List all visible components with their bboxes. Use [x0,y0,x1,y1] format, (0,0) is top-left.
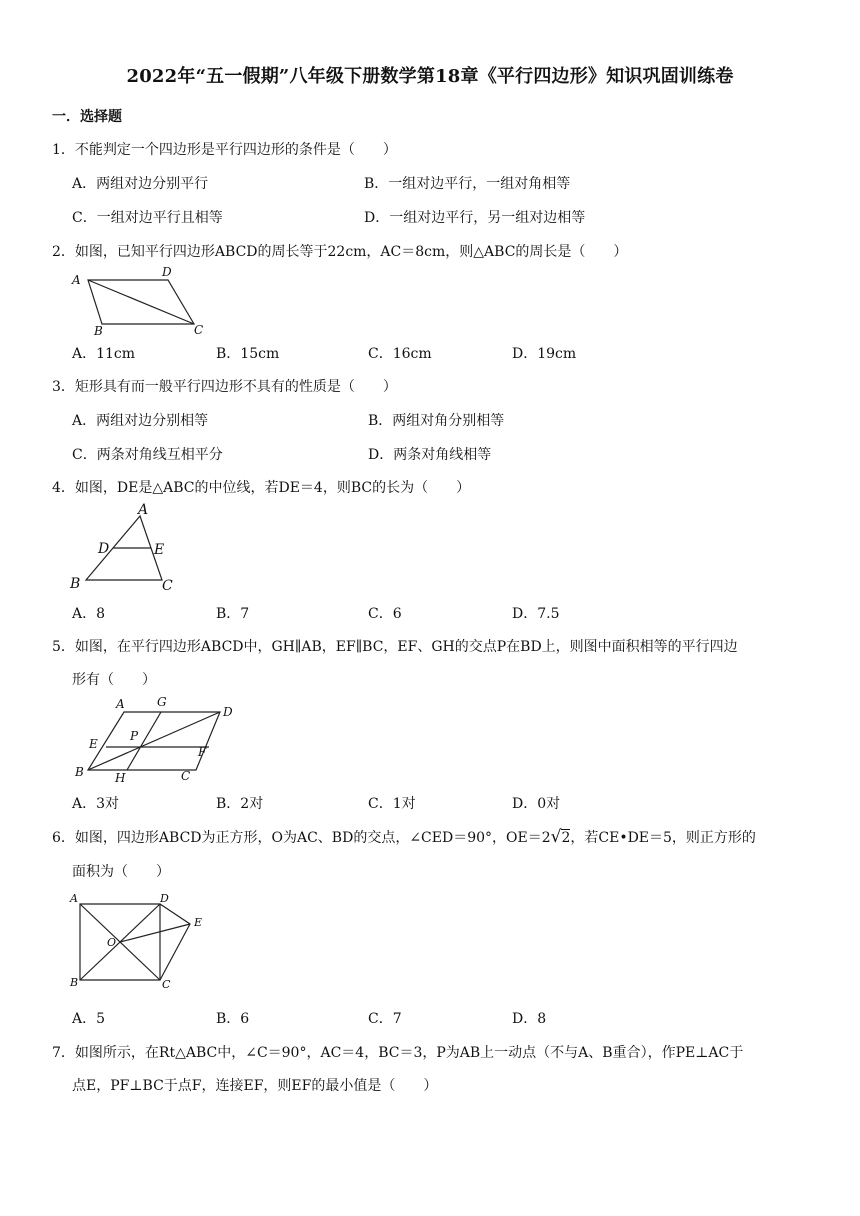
question-4-stem: 4．如图，DE是△ABC的中位线，若DE＝4，则BC的长为（ ） [52,480,471,496]
question-6-option-b[interactable]: B．6 [216,1011,250,1027]
question-3-option-b[interactable]: B．两组对角分别相等 [368,413,505,429]
question-3-option-a[interactable]: A．两组对边分别相等 [72,413,209,429]
label-d: D [160,892,169,905]
segment-oe [120,924,190,942]
question-5-stem-line-1: 5．如图，在平行四边形ABCD中，GH∥AB，EF∥BC，EF、GH的交点P在BD上，则图中面积相等的平行四边 [52,639,738,655]
question-3-option-c[interactable]: C．两条对角线互相平分 [72,447,223,463]
question-5-option-b[interactable]: B．2对 [216,796,264,812]
label-c: C [194,323,204,337]
question-6-option-a[interactable]: A．5 [72,1011,106,1027]
label-g: G [157,695,167,709]
question-1-option-a[interactable]: A．两组对边分别平行 [72,176,209,192]
question-4-option-b[interactable]: B．7 [216,606,250,622]
label-a: A [138,502,149,518]
question-4-figure [64,502,194,594]
question-7-stem-line-2: 点E，PF⊥BC于点F，连接EF，则EF的最小值是（ ） [72,1078,438,1094]
question-5-stem-line-2: 形有（ ） [72,672,156,688]
page-title: 2022年“五一假期”八年级下册数学第18章《平行四边形》知识巩固训练卷 [126,66,734,87]
question-2-option-a[interactable]: A．11cm [72,346,136,362]
label-d: D [162,265,172,279]
section-heading: 一．选择题 [52,109,122,125]
question-7-stem-line-1: 7．如图所示，在Rt△ABC中，∠C＝90°，AC＝4，BC＝3，P为AB上一动点（不与A、B重合），作PE⊥AC于 [52,1045,744,1061]
label-d: D [223,705,233,719]
label-o: O [107,936,117,949]
question-1-option-c[interactable]: C．一组对边平行且相等 [72,210,223,226]
question-6-option-d[interactable]: D．8 [512,1011,547,1027]
question-6-stem-line-2: 面积为（ ） [72,864,170,880]
question-2-stem: 2．如图，已知平行四边形ABCD的周长等于22cm，AC＝8cm，则△ABC的周长是（ ） [52,244,628,260]
question-5-figure [64,694,244,786]
segments-de-ec [160,904,190,980]
label-c: C [162,978,171,991]
label-a: A [116,697,125,711]
question-5-option-d[interactable]: D．0对 [512,796,561,812]
question-1-stem: 1．不能判定一个四边形是平行四边形的条件是（ ） [52,142,397,158]
question-6-figure [64,890,214,994]
label-e: E [154,542,165,558]
label-b: B [70,976,79,989]
question-1-option-d[interactable]: D．一组对边平行，另一组对边相等 [364,210,586,226]
sqrt-radicand: 2 [561,830,571,846]
question-3-option-d[interactable]: D．两条对角线相等 [368,447,492,463]
label-b: B [94,324,103,338]
question-6-option-c[interactable]: C．7 [368,1011,402,1027]
question-5-option-a[interactable]: A．3对 [72,796,120,812]
label-h: H [115,771,126,785]
label-a: A [70,892,78,905]
question-6-stem-part-1: 6．如图，四边形ABCD为正方形，O为AC、BD的交点，∠CED＝90°，OE＝2 [52,830,551,846]
question-4-option-d[interactable]: D．7.5 [512,606,560,622]
question-3-stem: 3．矩形具有而一般平行四边形不具有的性质是（ ） [52,379,397,395]
question-6-stem-part-2: ，若CE•DE＝5，则正方形的 [570,830,756,846]
diagonal-ac [88,280,194,324]
label-c: C [181,769,191,783]
label-f: F [198,745,207,759]
question-4-option-c[interactable]: C．6 [368,606,402,622]
question-2-figure [64,262,214,336]
question-1-option-b[interactable]: B．一组对边平行，一组对角相等 [364,176,571,192]
label-b: B [70,576,81,592]
label-b: B [75,765,84,779]
question-2-option-d[interactable]: D．19cm [512,346,577,362]
sqrt-sign: √ [550,827,562,847]
question-4-option-a[interactable]: A．8 [72,606,106,622]
question-5-option-c[interactable]: C．1对 [368,796,416,812]
label-e: E [89,737,98,751]
question-2-option-c[interactable]: C．16cm [368,346,432,362]
label-a: A [72,273,81,287]
question-6-stem-line-1 [52,827,756,847]
label-c: C [162,578,173,594]
label-d: D [98,541,110,557]
label-p: P [130,729,139,743]
label-e: E [194,916,203,929]
question-2-option-b[interactable]: B．15cm [216,346,280,362]
